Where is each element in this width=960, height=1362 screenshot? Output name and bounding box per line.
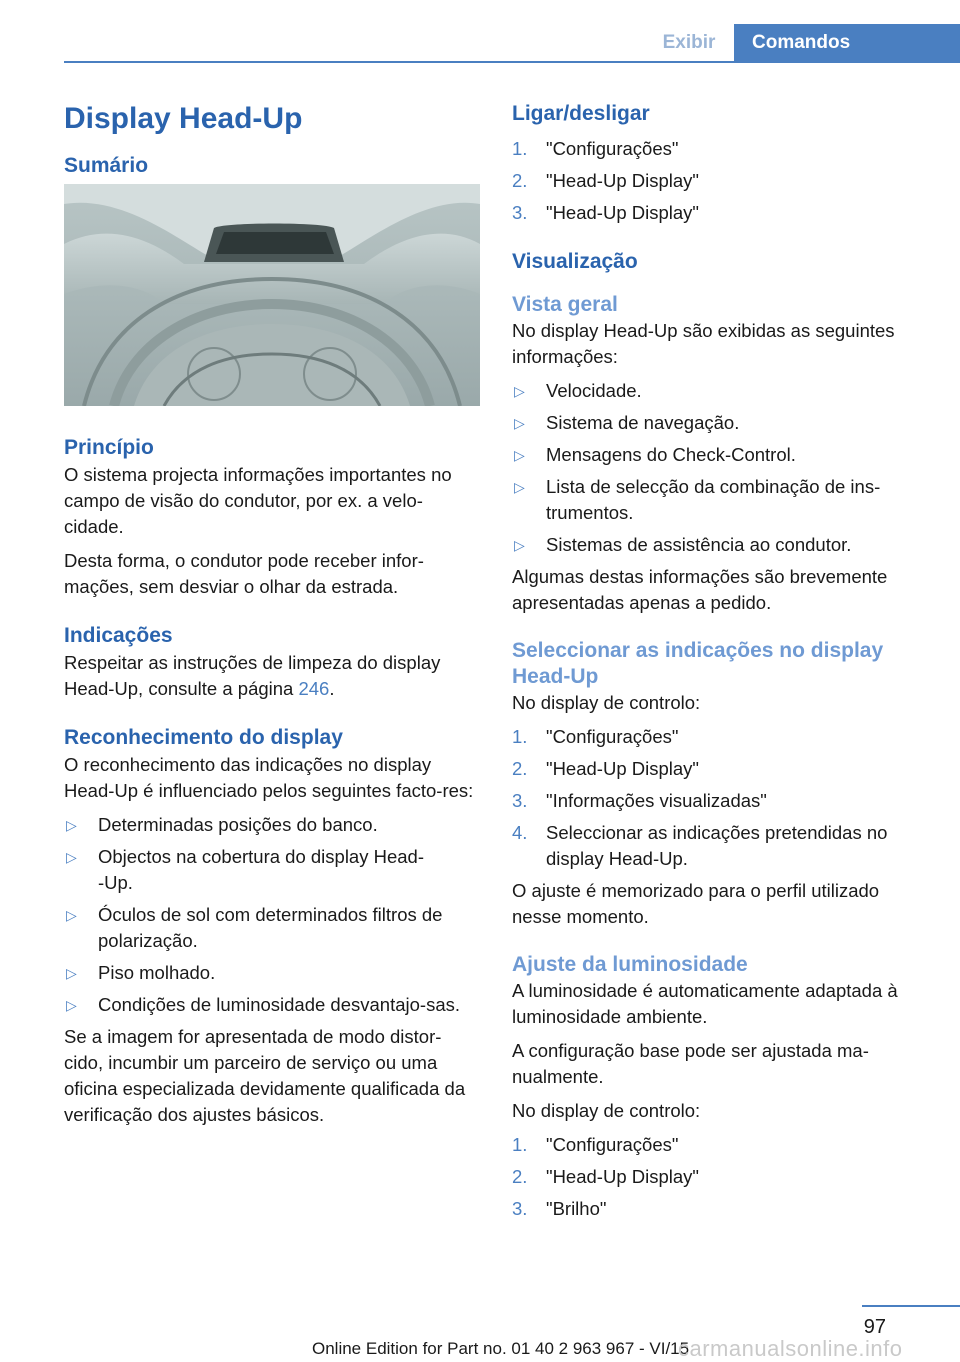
page-246-link[interactable]: 246 <box>298 678 330 699</box>
list-item: 2. "Head-Up Display" <box>512 1166 699 1187</box>
triangle-bullet-icon: ▷ <box>66 849 77 865</box>
list-item: ▷ Lista de selecção da combinação de ins‐trumentos. <box>512 474 928 526</box>
section-principio-heading: Princípio <box>64 436 154 459</box>
final-paragraph: Se a imagem for apresentada de modo distor‐cido, incumbir um parceiro de serviço ou uma oficina especializada devidamente qualificada da verificação dos ajustes básicos. <box>64 1026 466 1125</box>
reconhecimento-paragraph: O reconhecimento das indicações no display Head-Up é influenciado pelos seguintes facto‐res: <box>64 754 474 801</box>
section-seleccionar-heading: Seleccionar as indicações no display Head-Up <box>512 639 884 688</box>
list-item: 1. "Configurações" <box>512 138 679 159</box>
header-divider <box>64 61 960 63</box>
page-title: Display Head-Up <box>64 102 303 135</box>
watermark: carmanualsonline.info <box>678 1336 903 1361</box>
seleccionar-paragraph-2: O ajuste é memorizado para o perfil utilizado nesse momento. <box>512 880 880 927</box>
seleccionar-paragraph: No display de controlo: <box>512 692 701 713</box>
right-column <box>512 100 928 1228</box>
ajuste-steps <box>512 1132 928 1222</box>
triangle-bullet-icon: ▷ <box>66 907 77 923</box>
section-ligar-heading: Ligar/desligar <box>512 102 650 125</box>
head-up-display-photo <box>64 184 480 406</box>
ajuste-paragraph-2: A configuração base pode ser ajustada ma‐nualmente. <box>512 1040 869 1087</box>
section-sumario-heading: Sumário <box>64 154 149 177</box>
factors-list <box>64 812 480 1018</box>
list-item: ▷ Condições de luminosidade desvantajo‐sas. <box>64 992 480 1018</box>
list-item: ▷ Objectos na cobertura do display Head- -Up. <box>64 844 480 896</box>
list-item: ▷ Mensagens do Check-Control. <box>512 442 928 468</box>
triangle-bullet-icon: ▷ <box>66 997 77 1013</box>
section-indicacoes-heading: Indicações <box>64 624 173 647</box>
left-column <box>64 100 480 1128</box>
ajuste-paragraph-1: A luminosidade é automaticamente adaptada à luminosidade ambiente. <box>512 980 898 1027</box>
triangle-bullet-icon: ▷ <box>514 383 525 399</box>
vista-paragraph-2: Algumas destas informações são brevemente apresentadas apenas a pedido. <box>512 566 888 613</box>
vista-paragraph: No display Head-Up são exibidas as seguintes informações: <box>512 320 895 367</box>
list-item: ▷ Velocidade. <box>512 378 928 404</box>
seleccionar-steps <box>512 724 928 872</box>
list-item: 1. "Configurações" <box>512 1134 679 1155</box>
triangle-bullet-icon: ▷ <box>514 479 525 495</box>
triangle-bullet-icon: ▷ <box>514 537 525 553</box>
list-item: ▷ Sistema de navegação. <box>512 410 928 436</box>
list-item: 3. "Informações visualizadas" <box>512 790 767 811</box>
triangle-bullet-icon: ▷ <box>514 415 525 431</box>
list-item: 4. Seleccionar as indicações pretendidas no display Head-Up. <box>512 822 888 869</box>
indicacoes-paragraph: Respeitar as instruções de limpeza do display Head-Up, consulte a página 246. <box>64 652 441 699</box>
ligar-steps <box>512 136 928 226</box>
page-number: 97 <box>863 1316 886 1338</box>
list-item: 3. "Brilho" <box>512 1198 607 1219</box>
principio-paragraph-1: O sistema projecta informações importantes no campo de visão do condutor, por ex. a velo‐cidade. <box>64 464 452 537</box>
tab-comandos[interactable]: Comandos <box>734 24 960 62</box>
list-item: 2. "Head-Up Display" <box>512 170 699 191</box>
vista-list <box>512 378 928 558</box>
principio-paragraph-2: Desta forma, o condutor pode receber infor‐mações, sem desviar o olhar da estrada. <box>64 550 424 597</box>
triangle-bullet-icon: ▷ <box>66 817 77 833</box>
list-item: ▷ Óculos de sol com determinados filtros de polarização. <box>64 902 480 954</box>
page-header <box>644 24 960 62</box>
list-item: 3. "Head-Up Display" <box>512 202 699 223</box>
section-reconhecimento-heading: Reconhecimento do display <box>64 726 343 749</box>
list-item: ▷ Piso molhado. <box>64 960 480 986</box>
list-item: 2. "Head-Up Display" <box>512 758 699 779</box>
list-item: ▷ Sistemas de assistência ao condutor. <box>512 532 928 558</box>
list-item: 1. "Configurações" <box>512 726 679 747</box>
triangle-bullet-icon: ▷ <box>514 447 525 463</box>
section-vista-geral-heading: Vista geral <box>512 293 618 316</box>
section-ajuste-heading: Ajuste da luminosidade <box>512 953 748 976</box>
edition-text: Online Edition for Part no. 01 40 2 963 967 - VI/15 <box>312 1339 690 1358</box>
triangle-bullet-icon: ▷ <box>66 965 77 981</box>
tab-exibir[interactable]: Exibir <box>662 32 716 53</box>
footer-divider <box>862 1305 960 1307</box>
section-visualizacao-heading: Visualização <box>512 250 638 273</box>
list-item: ▷ Determinadas posições do banco. <box>64 812 480 838</box>
ajuste-paragraph-3: No display de controlo: <box>512 1100 701 1121</box>
